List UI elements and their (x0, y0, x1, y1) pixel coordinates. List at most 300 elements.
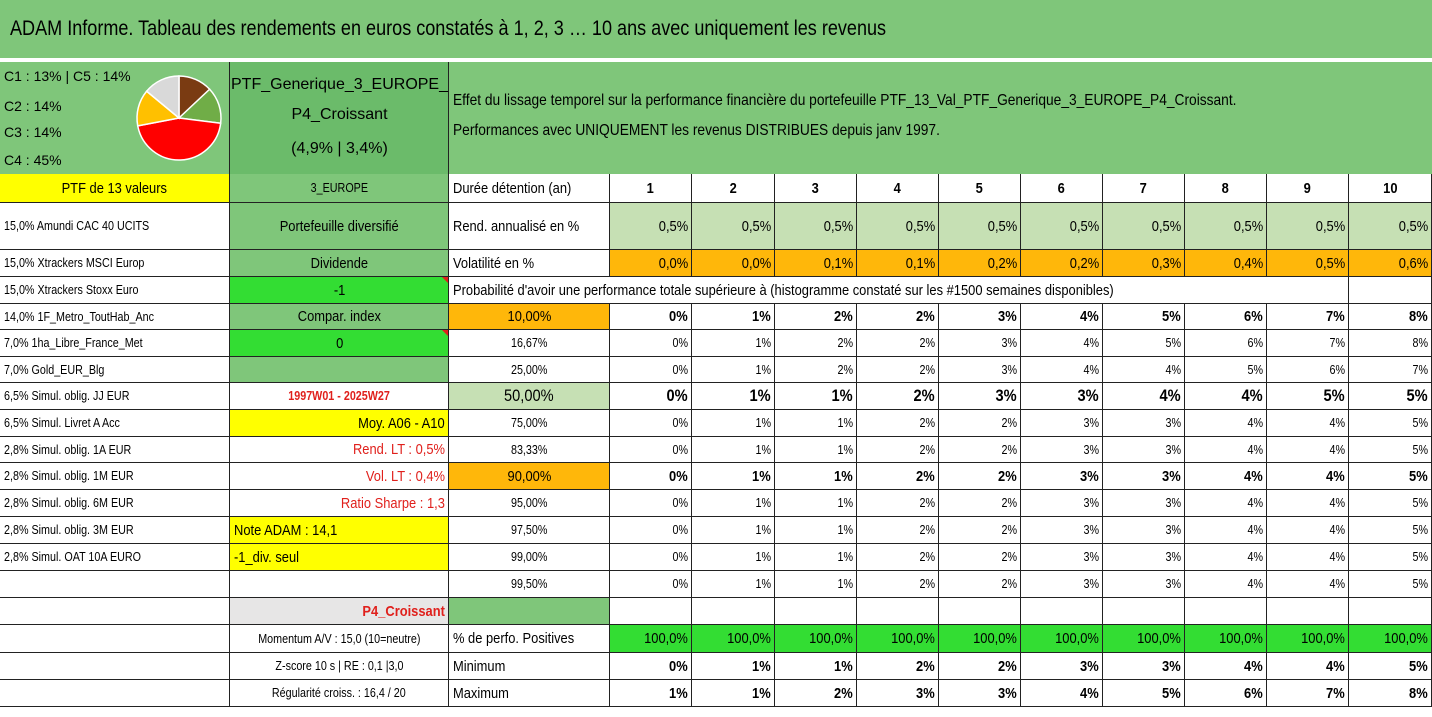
portfolio-name-line2: P4_Croissant (291, 106, 388, 123)
vol-value (1021, 250, 1103, 277)
holding-row-text: 7,0% 1ha_Libre_France_Met (4, 336, 143, 350)
holding-row (0, 304, 230, 330)
info-sharpe-text: Ratio Sharpe : 1,3 (341, 494, 445, 512)
max-value (939, 680, 1021, 707)
prob-value (1185, 571, 1267, 598)
prob-threshold-text: 10,00% (507, 308, 551, 325)
holding-row (0, 490, 230, 517)
info-score-text: -1 (334, 281, 346, 299)
prob-value-text: 2% (1001, 523, 1017, 537)
prob-value-text: 1% (755, 496, 771, 510)
info-rend-lt (230, 437, 449, 463)
prob-threshold (449, 383, 610, 410)
prob-value-text: 3% (1162, 467, 1181, 485)
prob-value (1267, 463, 1349, 490)
prob-value (939, 383, 1021, 410)
prob-value (939, 517, 1021, 544)
prob-value-text: 0% (666, 386, 688, 405)
pos-value-text: 100,0% (809, 630, 853, 647)
holding-row-text: 14,0% 1F_Metro_ToutHab_Anc (4, 309, 155, 324)
prob-value-text: 3% (1001, 336, 1017, 350)
vol-value-text: 0,1% (905, 254, 935, 272)
pos-label (449, 625, 610, 653)
info-regularite-text: Régularité croiss. : 16,4 / 20 (272, 686, 406, 700)
prob-value (1267, 437, 1349, 463)
prob-value-text: 3% (1077, 386, 1099, 405)
prob-value (939, 410, 1021, 437)
prob-value-text: 3% (998, 308, 1017, 325)
prob-value (857, 571, 939, 598)
prob-value-text: 3% (1165, 416, 1181, 430)
info-vol-lt-text: Vol. LT : 0,4% (365, 467, 445, 485)
prob-value-text: 0% (672, 550, 688, 564)
year-header (775, 174, 857, 203)
prob-value-text: 6% (1329, 362, 1345, 377)
prob-value (1349, 544, 1432, 571)
prob-value (1349, 437, 1432, 463)
rend-value-text: 0,5% (1151, 217, 1181, 235)
pos-value-text: 100,0% (1055, 630, 1099, 647)
prob-value-text: 5% (1412, 550, 1428, 564)
min-value (857, 653, 939, 680)
year-header (857, 174, 939, 203)
min-label-text: Minimum (453, 657, 506, 675)
rend-value-text: 0,5% (1398, 217, 1428, 235)
min-value (1103, 653, 1185, 680)
prob-value-text: 4% (1165, 362, 1181, 377)
prob-value-text: 5% (1323, 386, 1345, 405)
prob-value (1267, 330, 1349, 357)
portfolio-name-block (230, 62, 449, 174)
prob-value-text: 3% (1001, 362, 1017, 377)
prob-value-text: 3% (995, 386, 1017, 405)
prob-threshold (449, 517, 610, 544)
min-value (1185, 653, 1267, 680)
prob-value (857, 410, 939, 437)
year-header-text: 9 (1303, 179, 1312, 197)
prob-value-text: 4% (1247, 577, 1263, 591)
prob-value (1185, 330, 1267, 357)
prob-value (1103, 571, 1185, 598)
prob-value-text: 0% (672, 442, 688, 457)
prob-value (1185, 544, 1267, 571)
prob-value-text: 5% (1412, 523, 1428, 537)
prob-value (1103, 383, 1185, 410)
prob-value-text: 2% (1001, 442, 1017, 457)
prob-value (1267, 490, 1349, 517)
prob-value-text: 4% (1247, 496, 1263, 510)
max-value (1267, 680, 1349, 707)
prob-value (610, 304, 692, 330)
rend-value (1021, 203, 1103, 250)
prob-value (857, 463, 939, 490)
prob-threshold (449, 437, 610, 463)
year-header-text: 1 (646, 179, 655, 197)
prob-threshold-text: 25,00% (510, 362, 548, 377)
prob-value (1103, 330, 1185, 357)
prob-value-text: 3% (1083, 416, 1099, 430)
pos-value-text: 100,0% (891, 630, 935, 647)
prob-value (1021, 410, 1103, 437)
rend-value-text: 0,5% (1315, 217, 1345, 235)
prob-value-text: 4% (1159, 386, 1181, 405)
prob-value (1267, 544, 1349, 571)
prob-value (939, 571, 1021, 598)
prob-value-text: 2% (919, 416, 935, 430)
prob-value-text: 4% (1329, 550, 1345, 564)
prob-value (857, 437, 939, 463)
prob-value-text: 3% (1165, 442, 1181, 457)
info-profile (230, 598, 449, 625)
prob-value (1021, 463, 1103, 490)
prob-value-text: 0% (672, 577, 688, 591)
prob-value-text: 2% (919, 362, 935, 377)
max-value-text: 2% (834, 684, 853, 702)
vol-value (1103, 250, 1185, 277)
prob-value (857, 357, 939, 383)
min-value (610, 653, 692, 680)
empty-cell (0, 680, 230, 707)
prob-value-text: 4% (1247, 550, 1263, 564)
vol-value-text: 0,3% (1151, 254, 1181, 272)
prob-value-text: 1% (834, 467, 853, 485)
empty-cell (0, 571, 230, 598)
prob-value-text: 2% (919, 577, 935, 591)
empty-cell (1267, 598, 1349, 625)
prob-value-text: 5% (1409, 467, 1428, 485)
max-value (775, 680, 857, 707)
prob-threshold (449, 357, 610, 383)
max-value-text: 3% (998, 684, 1017, 702)
prob-value-text: 4% (1080, 308, 1099, 325)
min-value (939, 653, 1021, 680)
prob-value-text: 1% (749, 386, 771, 405)
prob-value-text: 0% (672, 416, 688, 430)
prob-threshold (449, 330, 610, 357)
prob-value-text: 1% (752, 308, 771, 325)
prob-value (775, 437, 857, 463)
pos-value-text: 100,0% (973, 630, 1017, 647)
prob-threshold (449, 410, 610, 437)
min-value (775, 653, 857, 680)
info-sharpe (230, 490, 449, 517)
prob-value (939, 437, 1021, 463)
holding-row (0, 437, 230, 463)
prob-value-text: 1% (755, 550, 771, 564)
info-zone-text: 3_EUROPE (310, 181, 368, 195)
prob-value-text: 2% (919, 523, 935, 537)
max-value-text: 7% (1326, 684, 1345, 702)
prob-value (857, 490, 939, 517)
empty-cell (939, 598, 1021, 625)
min-value (1267, 653, 1349, 680)
prob-value (692, 437, 775, 463)
prob-value-text: 4% (1244, 467, 1263, 485)
info-style (230, 250, 449, 277)
prob-value-text: 5% (1162, 308, 1181, 325)
holding-row (0, 250, 230, 277)
prob-value-text: 2% (919, 496, 935, 510)
info-score (230, 277, 449, 304)
max-value-text: 3% (916, 684, 935, 702)
info-type-text: Portefeuille diversifié (279, 217, 399, 235)
pos-value (1021, 625, 1103, 653)
max-value-text: 1% (669, 684, 688, 702)
prob-threshold-text: 50,00% (504, 386, 554, 405)
empty-cell (230, 571, 449, 598)
prob-label-text: Probabilité d'avoir une performance totale supérieure à (histogramme constaté sur les #1500 semaines disponibles) (453, 281, 1114, 299)
prob-value (1349, 304, 1432, 330)
prob-value (1349, 410, 1432, 437)
prob-value-text: 3% (1165, 523, 1181, 537)
min-value-text: 1% (752, 657, 771, 675)
prob-value-text: 8% (1412, 336, 1428, 350)
info-rend-lt-text: Rend. LT : 0,5% (352, 441, 445, 458)
prob-value (1185, 357, 1267, 383)
prob-value (692, 330, 775, 357)
holding-row (0, 517, 230, 544)
prob-value-text: 2% (1001, 496, 1017, 510)
pos-value-text: 100,0% (1219, 630, 1263, 647)
max-value (610, 680, 692, 707)
prob-threshold-text: 90,00% (507, 467, 551, 485)
info-momentum (230, 625, 449, 653)
prob-value (1349, 330, 1432, 357)
prob-value (775, 517, 857, 544)
prob-value (857, 517, 939, 544)
prob-value (1185, 463, 1267, 490)
prob-value-text: 2% (837, 336, 853, 350)
duration-label-text: Durée détention (an) (453, 179, 572, 197)
info-profile-text: P4_Croissant (362, 602, 445, 620)
pie-slice-c4 (138, 118, 221, 160)
info-compar-text: Compar. index (297, 308, 381, 325)
year-header (692, 174, 775, 203)
pos-value (1185, 625, 1267, 653)
prob-value (939, 304, 1021, 330)
year-header-text: 4 (893, 179, 902, 197)
min-value-text: 4% (1326, 657, 1345, 675)
year-header (1103, 174, 1185, 203)
pos-label-text: % de perfo. Positives (453, 630, 575, 647)
empty-cell (0, 653, 230, 680)
min-label (449, 653, 610, 680)
prob-value (775, 571, 857, 598)
holding-row-text: 2,8% Simul. oblig. 1A EUR (4, 442, 132, 457)
vol-label-text: Volatilité en % (453, 254, 535, 272)
prob-value (1185, 304, 1267, 330)
min-value (692, 653, 775, 680)
prob-value-text: 4% (1083, 362, 1099, 377)
empty-cell (857, 598, 939, 625)
holdings-header-text: PTF de 13 valeurs (61, 179, 168, 197)
cell-comment-marker (442, 330, 448, 336)
prob-value (610, 517, 692, 544)
holding-row (0, 463, 230, 490)
prob-value-text: 7% (1412, 362, 1428, 377)
year-header-text: 6 (1057, 179, 1066, 197)
min-value-text: 5% (1409, 657, 1428, 675)
holding-row-text: 15,0% Xtrackers MSCI Europ (4, 256, 145, 270)
legend-c2: C2 : 14% (4, 98, 62, 114)
holding-row (0, 410, 230, 437)
vol-value (1267, 250, 1349, 277)
prob-value (692, 571, 775, 598)
prob-value (857, 544, 939, 571)
year-header-text: 10 (1382, 179, 1398, 197)
legend-block (0, 62, 230, 174)
vol-value-text: 0,0% (658, 254, 688, 272)
pos-value-text: 100,0% (727, 630, 771, 647)
vol-value (1185, 250, 1267, 277)
year-header-text: 8 (1221, 179, 1230, 197)
legend-c1-c5: C1 : 13% | C5 : 14% (4, 68, 131, 84)
prob-value-text: 2% (1001, 550, 1017, 564)
prob-value (1103, 517, 1185, 544)
rend-value (1349, 203, 1432, 250)
portfolio-perf: (4,9% | 3,4%) (291, 140, 388, 157)
prob-value (857, 383, 939, 410)
prob-value (939, 490, 1021, 517)
prob-value-text: 7% (1326, 308, 1345, 325)
pos-value (1267, 625, 1349, 653)
prob-value (775, 357, 857, 383)
max-value-text: 8% (1409, 684, 1428, 702)
prob-value (939, 544, 1021, 571)
holding-row (0, 544, 230, 571)
prob-value (775, 330, 857, 357)
prob-value (775, 490, 857, 517)
empty-cell (1021, 598, 1103, 625)
prob-value-text: 3% (1083, 442, 1099, 457)
max-value (1185, 680, 1267, 707)
prob-value (775, 410, 857, 437)
prob-value-text: 1% (755, 336, 771, 350)
info-note (230, 517, 449, 544)
prob-value-text: 5% (1165, 336, 1181, 350)
year-header (939, 174, 1021, 203)
prob-value-text: 4% (1247, 523, 1263, 537)
year-header-text: 3 (811, 179, 820, 197)
vol-value-text: 0,6% (1398, 254, 1428, 272)
prob-value (692, 357, 775, 383)
rend-value (692, 203, 775, 250)
prob-value-text: 3% (1083, 523, 1099, 537)
vol-value (1349, 250, 1432, 277)
info-note-text: Note ADAM : 14,1 (234, 521, 338, 539)
prob-value-text: 1% (755, 416, 771, 430)
prob-value (1267, 571, 1349, 598)
pos-value (610, 625, 692, 653)
prob-value-text: 3% (1083, 496, 1099, 510)
prob-threshold (449, 490, 610, 517)
prob-value (939, 357, 1021, 383)
holding-row-text: 7,0% Gold_EUR_Blg (4, 362, 105, 377)
prob-value (1021, 383, 1103, 410)
pos-value (857, 625, 939, 653)
prob-value (692, 410, 775, 437)
vol-value-text: 0,0% (741, 254, 771, 272)
prob-threshold-text: 83,33% (510, 442, 548, 457)
prob-value (1103, 463, 1185, 490)
empty-cell (692, 598, 775, 625)
vol-value-text: 0,2% (1069, 254, 1099, 272)
holding-row-text: 15,0% Xtrackers Stoxx Euro (4, 283, 139, 297)
prob-value-text: 1% (755, 442, 771, 457)
prob-value-text: 2% (837, 362, 853, 377)
prob-value-text: 6% (1244, 308, 1263, 325)
prob-value-text: 1% (752, 467, 771, 485)
prob-value (1103, 357, 1185, 383)
pos-value-text: 100,0% (1137, 630, 1181, 647)
holding-row (0, 383, 230, 410)
rend-value-text: 0,5% (1233, 217, 1263, 235)
year-header (1185, 174, 1267, 203)
vol-value-text: 0,2% (987, 254, 1017, 272)
pos-value (775, 625, 857, 653)
prob-value (692, 490, 775, 517)
report-title: ADAM Informe. Tableau des rendements en euros constatés à 1, 2, 3 … 10 ans avec uniquement les revenus (10, 17, 887, 40)
prob-value (610, 463, 692, 490)
year-header (1349, 174, 1432, 203)
year-header (610, 174, 692, 203)
prob-value (1267, 410, 1349, 437)
vol-value (610, 250, 692, 277)
pos-value (1349, 625, 1432, 653)
holdings-header (0, 174, 230, 203)
rend-value (939, 203, 1021, 250)
prob-value-text: 2% (919, 550, 935, 564)
prob-value-text: 2% (913, 386, 935, 405)
prob-value-text: 0% (672, 523, 688, 537)
info-zscore-text: Z-score 10 s | RE : 0,1 |3,0 (274, 659, 404, 673)
prob-value (939, 463, 1021, 490)
max-value (857, 680, 939, 707)
prob-value (1349, 383, 1432, 410)
info-regularite (230, 680, 449, 707)
max-label-text: Maximum (453, 684, 509, 702)
pos-value-text: 100,0% (1384, 630, 1428, 647)
prob-value-text: 2% (919, 442, 935, 457)
prob-value (610, 383, 692, 410)
cell-comment-marker (442, 277, 448, 283)
prob-value (692, 517, 775, 544)
prob-value-text: 1% (837, 496, 853, 510)
prob-value-text: 8% (1409, 308, 1428, 325)
prob-value-text: 4% (1329, 577, 1345, 591)
duration-label (449, 174, 610, 203)
info-zone (230, 174, 449, 203)
max-value (1103, 680, 1185, 707)
info-zscore (230, 653, 449, 680)
min-value-text: 2% (916, 657, 935, 675)
prob-value (610, 330, 692, 357)
prob-value-text: 4% (1329, 523, 1345, 537)
holding-row-text: 2,8% Simul. OAT 10A EURO (4, 550, 142, 564)
holding-row (0, 357, 230, 383)
prob-value-text: 4% (1083, 336, 1099, 350)
prob-value-text: 5% (1412, 416, 1428, 430)
prob-value (610, 490, 692, 517)
prob-value-text: 5% (1247, 362, 1263, 377)
empty-cell (1185, 598, 1267, 625)
rend-value-text: 0,5% (987, 217, 1017, 235)
prob-value (1185, 383, 1267, 410)
pos-value (692, 625, 775, 653)
prob-value (1349, 490, 1432, 517)
prob-value-text: 2% (916, 467, 935, 485)
year-header-text: 5 (975, 179, 984, 197)
